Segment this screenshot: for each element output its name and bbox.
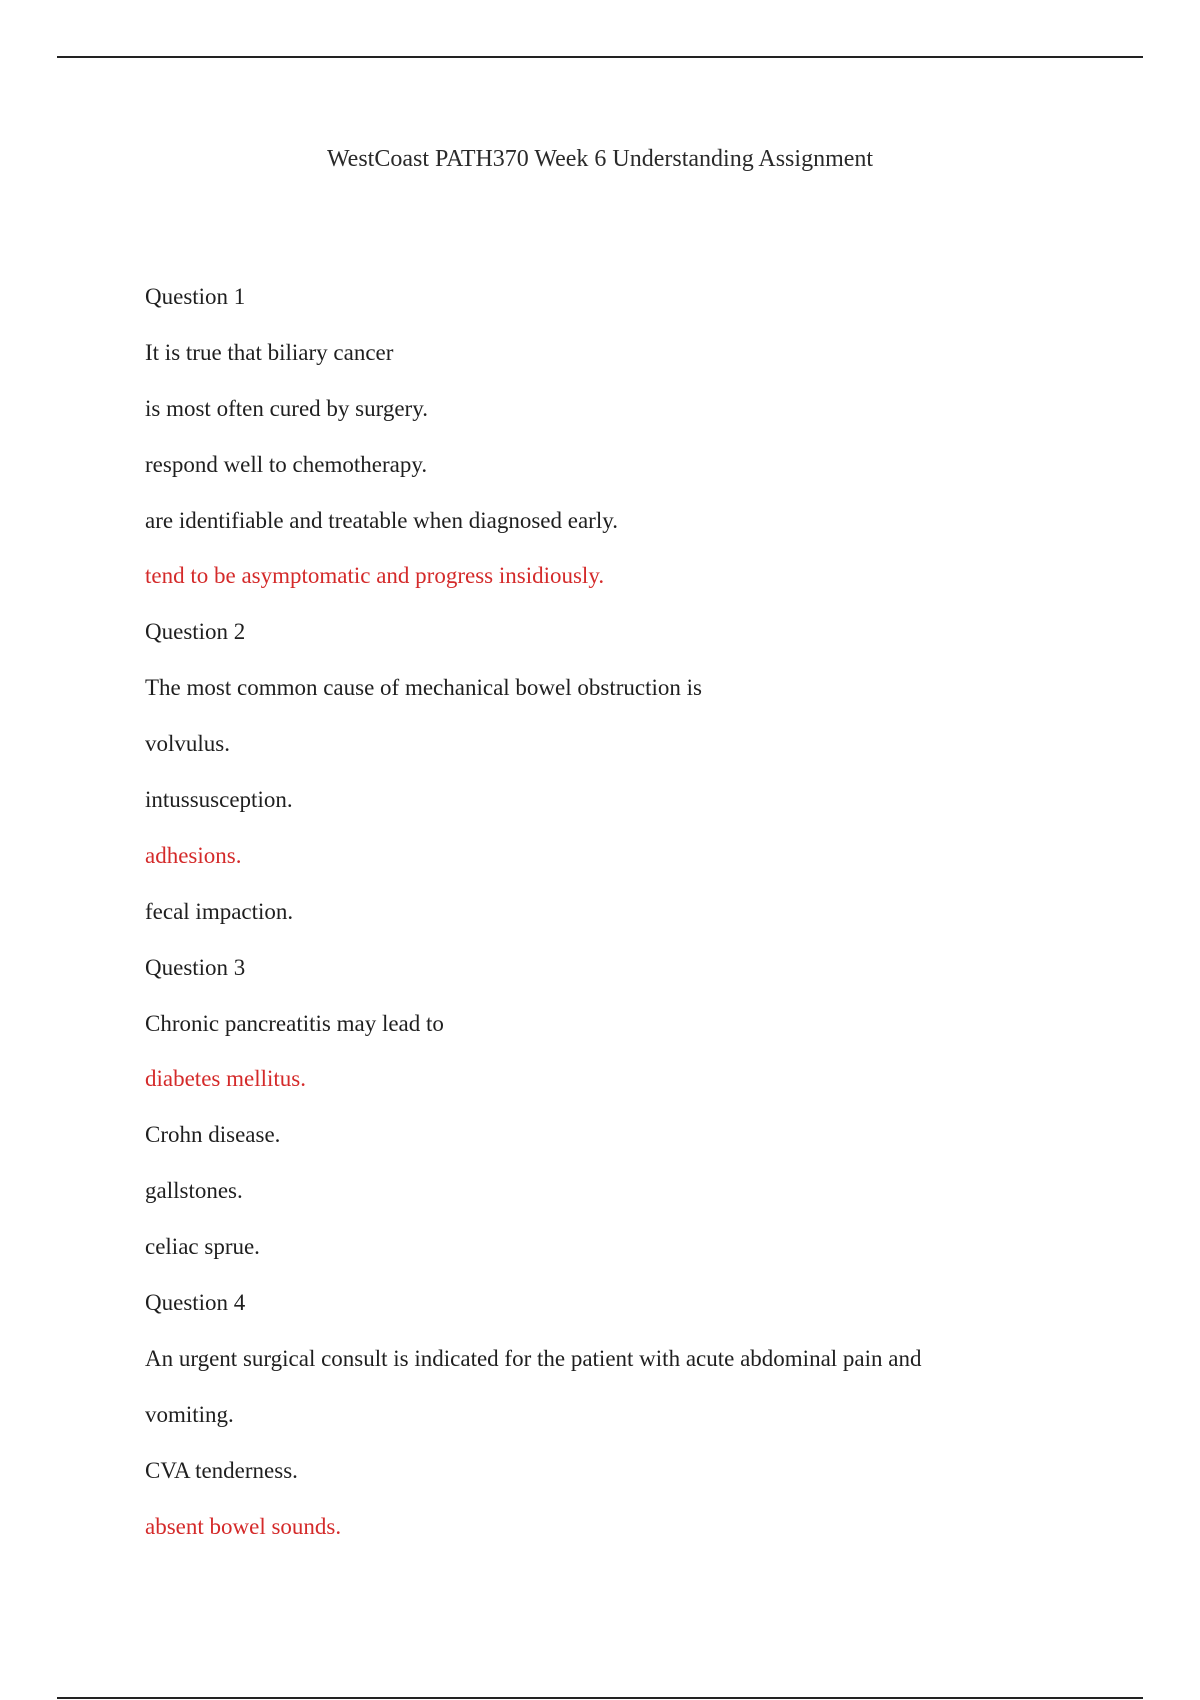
question-label: Question 4 [145,1290,246,1316]
answer-option: Crohn disease. [145,1122,281,1148]
document-body [145,282,1045,1567]
question-label: Question 1 [145,284,246,309]
answer-option: are identifiable and treatable when diagnosed early. [145,507,618,533]
question-stem: An urgent surgical consult is indicated for the patient with acute abdominal pain and [145,1345,922,1371]
correct-answer-option: diabetes mellitus. [145,1066,306,1092]
answer-option: gallstones. [145,1178,243,1204]
answer-option: vomiting. [145,1401,234,1427]
answer-option: intussusception. [145,787,293,813]
question-label: Question 2 [145,619,246,645]
answer-option: is most often cured by surgery. [145,395,428,421]
question-label: Question 3 [145,954,246,980]
question-stem: It is true that biliary cancer [145,339,394,365]
question-stem: The most common cause of mechanical bowel obstruction is [145,675,702,701]
bottom-rule [57,1697,1143,1699]
top-rule [57,56,1143,58]
answer-option: celiac sprue. [145,1234,260,1260]
answer-option: respond well to chemotherapy. [145,451,428,477]
correct-answer-option: adhesions. [145,842,242,868]
correct-answer-option: absent bowel sounds. [145,1513,342,1539]
question-stem: Chronic pancreatitis may lead to [145,1010,444,1036]
answer-option: volvulus. [145,731,230,757]
document-title: WestCoast PATH370 Week 6 Understanding Assignment [326,146,874,172]
answer-option: CVA tenderness. [145,1457,298,1483]
correct-answer-option: tend to be asymptomatic and progress insidiously. [145,563,605,589]
answer-option: fecal impaction. [145,898,294,924]
